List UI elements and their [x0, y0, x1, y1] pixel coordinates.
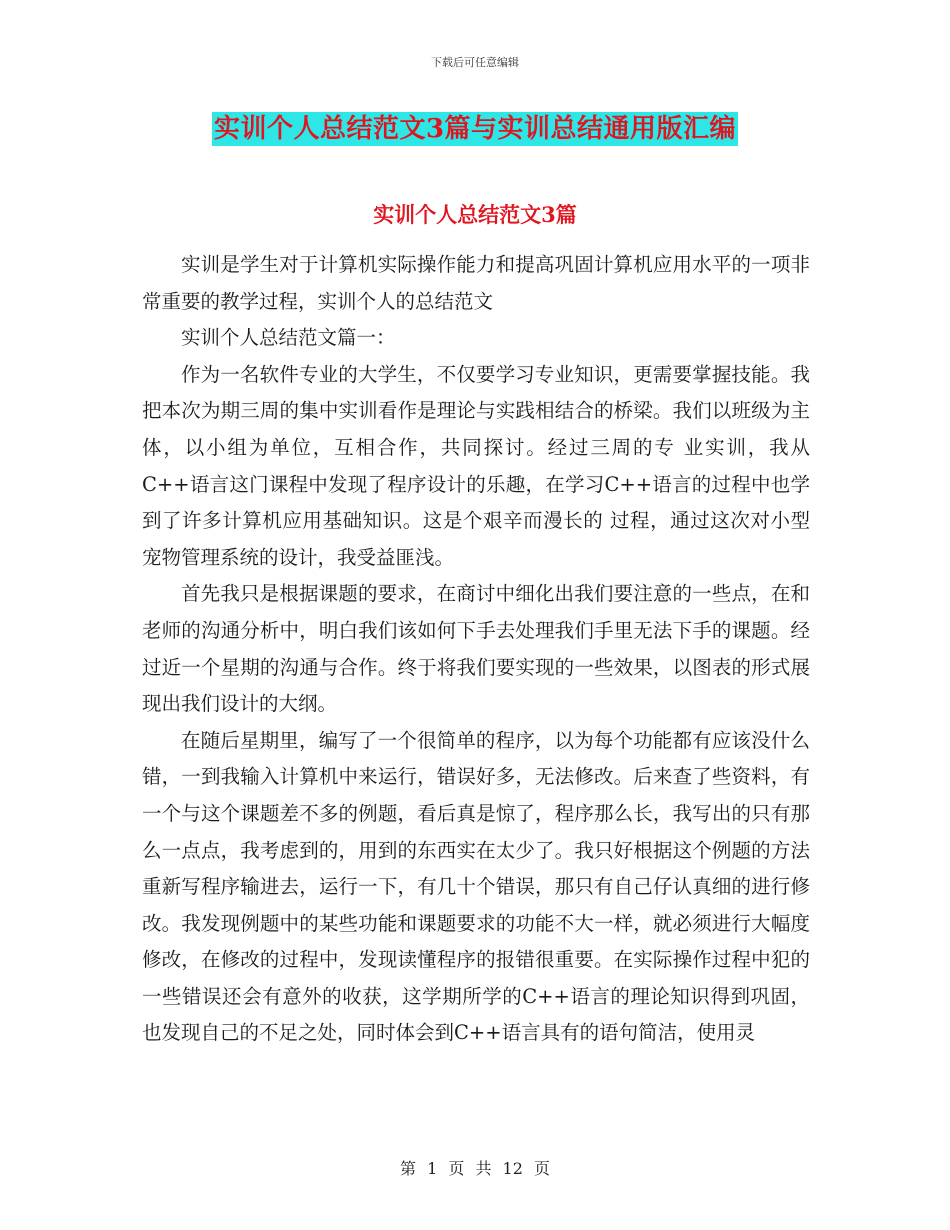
paragraph-body: 作为一名软件专业的大学生，不仅要学习专业知识，更需要掌握技能。我把本次为期三周的集中实训看作是理论与实践相结合的桥梁。我们以班级为主体，以小组为单位，互相合作，共同探讨。经过三周的专 业实训，我从C++语言这门课程中发现了程序设计的乐趣，在学习C++语言的过程中也学到了许多计算机应用基础知识。这是个艰辛而漫长的 过程，通过这次对小型宠物管理系统的设计，我受益匪浅。 — [142, 362, 810, 569]
document-body — [142, 247, 810, 1052]
main-title: 实训个人总结范文3篇与实训总结通用版汇编 — [213, 114, 737, 144]
page-number-footer: 第 1 页 共 12 页 — [400, 1159, 550, 1178]
main-title-container — [0, 112, 950, 146]
sub-title: 实训个人总结范文3篇 — [373, 202, 577, 227]
paragraph-intro: 实训是学生对于计算机实际操作能力和提高巩固计算机应用水平的一项非常重要的教学过程，实训个人的总结范文 — [142, 253, 810, 313]
paragraph-body: 首先我只是根据课题的要求，在商讨中细化出我们要注意的一些点，在和老师的沟通分析中，明白我们该如何下手去处理我们手里无法下手的课题。经过近一个星期的沟通与合作。终于将我们要实现的一些效果，以图表的形式展现出我们设计的大纲。 — [142, 582, 810, 716]
paragraph-body: 在随后星期里，编写了一个很简单的程序，以为每个功能都有应该没什么错，一到我输入计算机中来运行，错误好多，无法修改。后来查了些资料，有一个与这个课题差不多的例题，看后真是惊了，程序那么长，我写出的只有那么一点点，我考虑到的，用到的东西实在太少了。我只好根据这个例题的方法重新写程序输进去，运行一下，有几十个错误，那只有自己仔认真细的进行修改。我发现例题中的某些功能和课题要求的功能不大一样，就必须进行大幅度修改，在修改的过程中，发现读懂程序的报错很重要。在实际操作过程中犯的一些错误还会有意外的收获，这学期所学的C++语言的理论知识得到巩固，也发现自己的不足之处，同时体会到C++语言具有的语句简洁，使用灵 — [142, 728, 810, 1045]
page-header-note: 下载后可任意编辑 — [431, 56, 519, 69]
paragraph-section-heading: 实训个人总结范文篇一： — [181, 326, 396, 350]
